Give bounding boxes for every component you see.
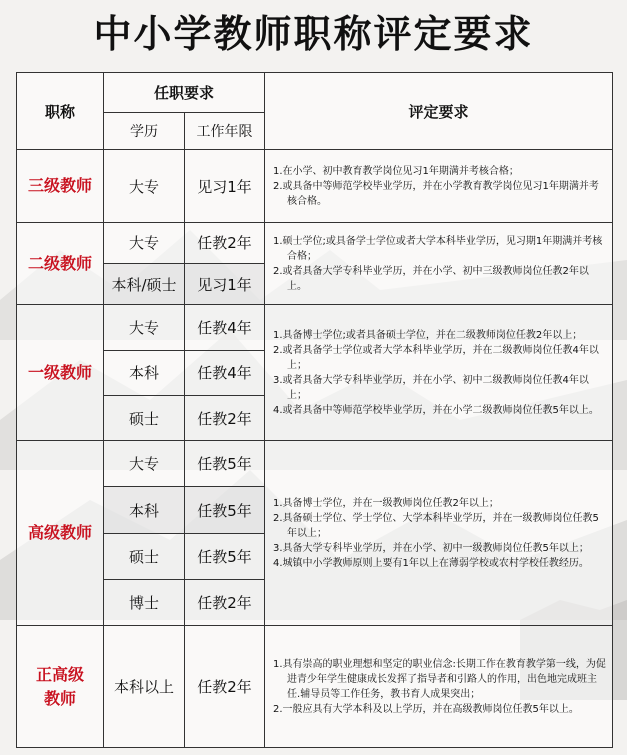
years-cell: 任教2年: [185, 395, 265, 440]
requirement-item: 1.硕士学位;或具备学士学位或者大学本科毕业学历，见习期1年期满并考核合格；: [273, 235, 603, 262]
requirement-item: 1.具备博士学位，并在一级教师岗位任教2年以上；: [273, 497, 499, 509]
education-cell: 大专: [104, 441, 185, 487]
page-title: 中小学教师职称评定要求: [93, 12, 534, 56]
years-cell: 见习1年: [185, 150, 265, 222]
requirement-item: 3.或者具备大学专科毕业学历，并在小学、初中二级教师岗位任教4年以上；: [273, 374, 589, 401]
requirement-item: 2.或者具备学士学位或者大学本科毕业学历，并在二级教师岗位任教4年以上；: [273, 344, 599, 371]
education-cell: 本科: [104, 350, 185, 395]
education-cell: 硕士: [104, 533, 185, 579]
requirements-level-2: [265, 222, 613, 304]
requirement-item: 2.一般应具有大学本科及以上学历，并在高级教师岗位任教5年以上。: [273, 703, 579, 715]
requirements-senior: [265, 441, 613, 626]
requirement-item: 3.具备大学专科毕业学历，并在小学、初中一级教师岗位任教5年以上；: [273, 542, 589, 554]
years-cell: 任教5年: [185, 441, 265, 487]
title-level-1: 一级教师: [17, 305, 104, 441]
education-cell: 硕士: [104, 395, 185, 440]
requirement-item: 1.具备博士学位;或者具备硕士学位，并在二级教师岗位任教2年以上；: [273, 329, 583, 341]
requirement-item: 4.或者具备中等师范学校毕业学历，并在小学二级教师岗位任教5年以上。: [273, 404, 599, 416]
requirement-item: 2.或者具备大学专科毕业学历，并在小学、初中三级教师岗位任教2年以上。: [273, 265, 589, 292]
years-cell: 任教4年: [185, 350, 265, 395]
requirement-item: 4.城镇中小学教师原则上要有1年以上在薄弱学校或农村学校任教经历。: [273, 557, 589, 569]
years-cell: 任教2年: [185, 626, 265, 748]
education-cell: 博士: [104, 579, 185, 625]
years-cell: 见习1年: [185, 264, 265, 305]
education-cell: 大专: [104, 305, 185, 350]
requirement-item: 1.在小学、初中教育教学岗位见习1年期满并考核合格；: [273, 165, 519, 177]
years-cell: 任教4年: [185, 305, 265, 350]
title-line: 教师: [43, 688, 76, 708]
title-senior: 高级教师: [17, 441, 104, 626]
header-requirement-group: 任职要求: [104, 73, 265, 113]
header-title: 职称: [17, 73, 104, 150]
years-cell: 任教5年: [185, 533, 265, 579]
header-education: 学历: [104, 113, 185, 150]
title-line: 正高级: [35, 664, 84, 684]
title-level-2: 二级教师: [17, 222, 104, 304]
header-evaluation: 评定要求: [265, 73, 613, 150]
years-cell: 任教5年: [185, 487, 265, 533]
education-cell: 大专: [104, 150, 185, 222]
education-cell: 本科/硕士: [104, 264, 185, 305]
years-cell: 任教2年: [185, 579, 265, 625]
requirement-item: 1.具有崇高的职业理想和坚定的职业信念:长期工作在教育教学第一线，为促进青少年学生健康成长发挥了指导者和引路人的作用，出色地完成班主任.辅导员等工作任务，教书育人成果突出；: [273, 658, 606, 700]
education-cell: 本科以上: [104, 626, 185, 748]
header-years: 工作年限: [185, 113, 265, 150]
education-cell: 大专: [104, 222, 185, 263]
requirements-table: [16, 72, 613, 748]
title-level-3: 三级教师: [17, 150, 104, 222]
years-cell: 任教2年: [185, 222, 265, 263]
requirement-item: 2.或具备中等师范学校毕业学历，并在小学教育教学岗位见习1年期满并考核合格。: [273, 180, 599, 207]
requirements-table-container: [16, 72, 612, 748]
requirements-level-3: [265, 150, 613, 222]
education-cell: 本科: [104, 487, 185, 533]
requirements-level-1: [265, 305, 613, 441]
requirements-principal-senior: [265, 626, 613, 748]
title-principal-senior: [17, 626, 104, 748]
requirement-item: 2.具备硕士学位、学士学位、大学本科毕业学历，并在一级教师岗位任教5年以上；: [273, 512, 599, 539]
